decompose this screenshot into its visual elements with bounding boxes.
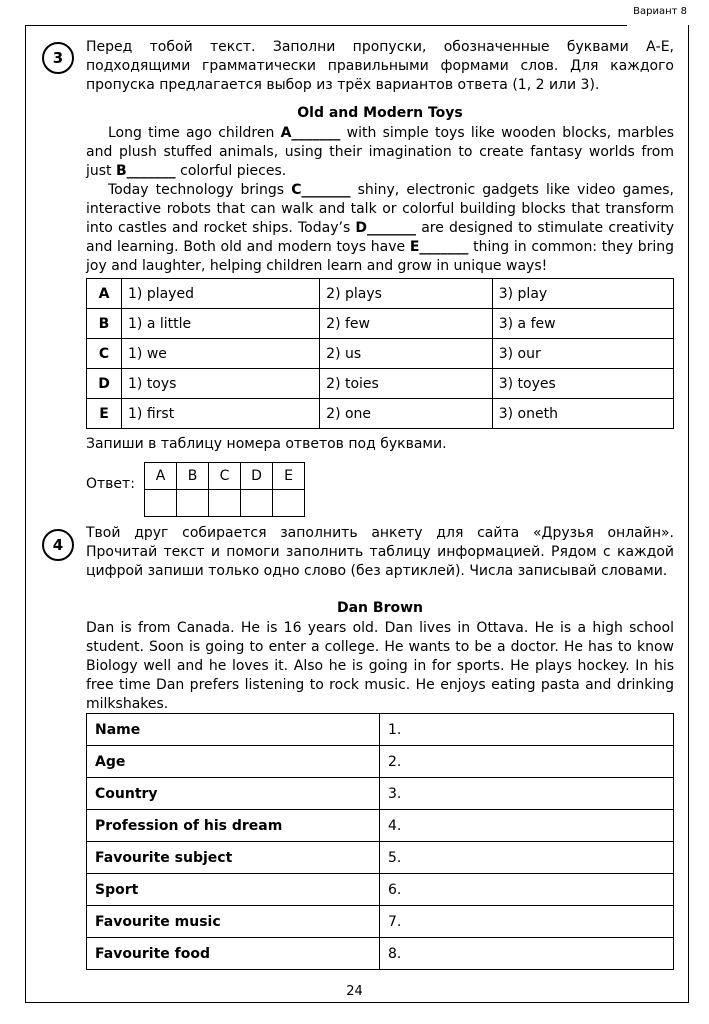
answer-letter: E (273, 463, 305, 490)
gap-d: D_______ (355, 220, 417, 236)
answer-letter: A (145, 463, 177, 490)
answer-label: Ответ: (86, 476, 135, 492)
p2-part-b: shiny, electronic gadgets like video games, interactive robots that can walk and talk or colorful building blocks that transform into castles and rocket ships. Today’s (86, 182, 674, 236)
variant-label: Вариант 8 (633, 6, 687, 17)
dan-brown-text: Dan is from Canada. He is 16 years old. Dan lives in Ottava. He is a high school student. Soon is going to enter a college. He wants to be a doctor. He has to know Biology well and he loves it. Also he is going in for sports. He plays hockey. In his free time Dan prefers listening to rock music. He enjoys eating pasta and drinking milkshakes. (86, 620, 674, 712)
task-3-instruction (86, 38, 674, 95)
option-3: 3) play (492, 279, 673, 309)
p1-part-c: colorful pieces. (175, 163, 287, 179)
info-row (87, 906, 674, 938)
option-1: 1) we (122, 339, 320, 369)
option-2: 2) few (320, 309, 493, 339)
info-answer-cell[interactable]: 3. (380, 778, 674, 810)
options-row (87, 279, 674, 309)
p1-part-a: Long time ago children (108, 125, 281, 141)
info-answer-cell[interactable]: 4. (380, 810, 674, 842)
page-number: 24 (346, 984, 363, 999)
p2-part-d: thing in common: they bring joy and laughter, helping children learn and grow in unique ways! (86, 239, 674, 274)
option-2: 2) us (320, 339, 493, 369)
task-3-instruction-text: Перед тобой текст. Заполни пропуски, обозначенные буквами А-Е, подходящими грамматически правильными формами слов. Для каждого пропуска предлагается выбор из трёх вариантов ответа (1, 2 или 3). (86, 39, 674, 93)
p2-part-a: Today technology brings (108, 182, 292, 198)
p1-part-b: with simple toys like wooden blocks, marbles and plush stuffed animals, using their imagination to create fantasy worlds from just (86, 125, 675, 179)
info-table (86, 713, 674, 970)
toys-paragraph-2 (86, 181, 674, 276)
info-row (87, 778, 674, 810)
answer-instruction: Запиши в таблицу номера ответов под буквами. (86, 436, 447, 452)
answer-cell-d[interactable] (241, 490, 273, 517)
info-answer-cell[interactable]: 6. (380, 874, 674, 906)
p2-part-c: are designed to stimulate creativity and learning. Both old and modern toys have (86, 220, 674, 255)
options-row (87, 369, 674, 399)
info-label: Favourite food (87, 938, 380, 970)
answer-letter: C (209, 463, 241, 490)
option-3: 3) our (492, 339, 673, 369)
info-row (87, 810, 674, 842)
info-row (87, 746, 674, 778)
answer-cells-row (145, 490, 305, 517)
text-title-dan-brown: Dan Brown (336, 600, 423, 616)
option-letter: B (87, 309, 122, 339)
option-letter: C (87, 339, 122, 369)
info-row (87, 874, 674, 906)
answer-grid (144, 462, 305, 517)
info-answer-cell[interactable]: 5. (380, 842, 674, 874)
info-label: Sport (87, 874, 380, 906)
answer-letter: B (177, 463, 209, 490)
info-answer-cell[interactable]: 2. (380, 746, 674, 778)
info-label: Country (87, 778, 380, 810)
info-answer-cell[interactable]: 7. (380, 906, 674, 938)
info-row (87, 714, 674, 746)
option-letter: E (87, 399, 122, 429)
options-row (87, 339, 674, 369)
info-label: Profession of his dream (87, 810, 380, 842)
option-3: 3) toyes (492, 369, 673, 399)
task-3-number: 3 (42, 42, 74, 74)
gap-e: E_______ (409, 239, 469, 255)
answer-cell-c[interactable] (209, 490, 241, 517)
option-1: 1) toys (122, 369, 320, 399)
info-answer-cell[interactable]: 8. (380, 938, 674, 970)
answer-cell-e[interactable] (273, 490, 305, 517)
option-1: 1) first (122, 399, 320, 429)
info-row (87, 938, 674, 970)
info-label: Age (87, 746, 380, 778)
options-row (87, 399, 674, 429)
option-1: 1) played (122, 279, 320, 309)
info-label: Name (87, 714, 380, 746)
options-table (86, 278, 674, 429)
option-2: 2) plays (320, 279, 493, 309)
answer-letters-row (145, 463, 305, 490)
option-letter: A (87, 279, 122, 309)
toys-paragraph-1 (86, 124, 674, 181)
task-4-instruction: Твой друг собирается заполнить анкету для сайта «Друзья онлайн». Прочитай текст и помоги заполнить таблицу информацией. Рядом с каждой цифрой запиши только одно слово (без артиклей). Числа записывай словами. (86, 525, 674, 579)
gap-b: B_______ (116, 163, 176, 179)
option-3: 3) a few (492, 309, 673, 339)
option-letter: D (87, 369, 122, 399)
info-row (87, 842, 674, 874)
answer-cell-b[interactable] (177, 490, 209, 517)
option-1: 1) a little (122, 309, 320, 339)
options-row (87, 309, 674, 339)
task-4-number: 4 (42, 529, 74, 561)
answer-cell-a[interactable] (145, 490, 177, 517)
info-answer-cell[interactable]: 1. (380, 714, 674, 746)
answer-letter: D (241, 463, 273, 490)
info-label: Favourite music (87, 906, 380, 938)
option-3: 3) oneth (492, 399, 673, 429)
option-2: 2) toies (320, 369, 493, 399)
text-title-toys: Old and Modern Toys (297, 105, 463, 121)
info-label: Favourite subject (87, 842, 380, 874)
gap-c: C_______ (291, 182, 351, 198)
option-2: 2) one (320, 399, 493, 429)
gap-a: A_______ (280, 125, 341, 141)
